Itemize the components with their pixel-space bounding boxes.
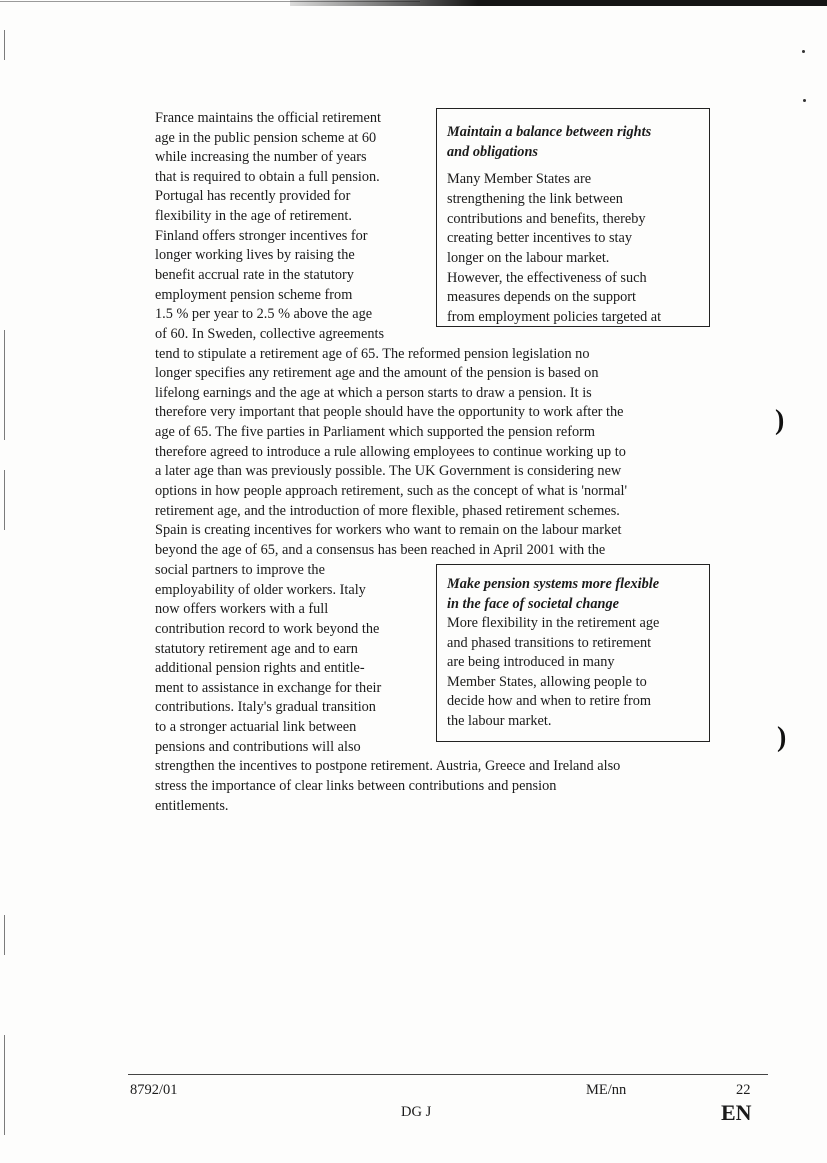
text-line: flexibility in the age of retirement. <box>155 208 352 224</box>
box-text-line: and phased transitions to retirement <box>447 635 652 651</box>
text-line: that is required to obtain a full pension. <box>155 169 380 185</box>
scan-top-edge <box>0 0 827 7</box>
text-line: ment to assistance in exchange for their <box>155 680 382 696</box>
text-line: while increasing the number of years <box>155 149 367 165</box>
footer-department: DG J <box>401 1104 432 1120</box>
text-line: contribution record to work beyond the <box>155 621 380 637</box>
box-text-line: More flexibility in the retirement age <box>447 615 660 631</box>
text-line: stress the importance of clear links between contributions and pension <box>155 778 557 794</box>
box-text-line: the labour market. <box>447 713 552 729</box>
footer-rule <box>128 1074 768 1075</box>
box-text-line: However, the effectiveness of such <box>447 270 647 286</box>
box-text-line: longer on the labour market. <box>447 250 610 266</box>
text-line: options in how people approach retirement, such as the concept of what is 'normal' <box>155 483 628 499</box>
box-text-line: contributions and benefits, thereby <box>447 211 646 227</box>
text-line: entitlements. <box>155 798 229 814</box>
scan-speck <box>802 50 805 53</box>
scan-left-edge <box>4 30 5 60</box>
highlight-box-flexible-pension-systems <box>436 564 710 742</box>
text-line: Finland offers stronger incentives for <box>155 228 368 244</box>
footer-document-number: 8792/01 <box>130 1082 178 1098</box>
text-line: benefit accrual rate in the statutory <box>155 267 354 283</box>
scan-left-edge <box>4 470 5 530</box>
text-line: additional pension rights and entitle- <box>155 660 365 676</box>
text-line: of 60. In Sweden, collective agreements <box>155 326 385 342</box>
box-text-line: strengthening the link between <box>447 191 623 207</box>
text-line: to a stronger actuarial link between <box>155 719 357 735</box>
box-title: Maintain a balance between rights <box>447 124 652 140</box>
text-line: employability of older workers. Italy <box>155 582 366 598</box>
box-text-line: Member States, allowing people to <box>447 674 647 690</box>
text-line: beyond the age of 65, and a consensus has been reached in April 2001 with the <box>155 542 606 558</box>
text-line: Portugal has recently provided for <box>155 188 351 204</box>
punch-hole-mark-icon: ) <box>777 722 787 753</box>
text-line: age of 65. The five parties in Parliament which supported the pension reform <box>155 424 596 440</box>
highlight-box-balance-rights-obligations <box>436 108 710 327</box>
text-line: therefore very important that people should have the opportunity to work after the <box>155 404 624 420</box>
text-line: pensions and contributions will also <box>155 739 361 755</box>
box-title: and obligations <box>447 144 538 160</box>
box-text-line: measures depends on the support <box>447 289 636 305</box>
text-line: social partners to improve the <box>155 562 325 578</box>
scan-left-edge <box>4 330 5 440</box>
text-line: age in the public pension scheme at 60 <box>155 130 377 146</box>
scan-left-edge <box>4 1035 5 1135</box>
scan-speck <box>803 99 806 102</box>
footer-language-code: EN <box>721 1100 752 1125</box>
text-line: tend to stipulate a retirement age of 65. The reformed pension legislation no <box>155 346 590 362</box>
text-line: 1.5 % per year to 2.5 % above the age <box>155 306 373 322</box>
text-line: strengthen the incentives to postpone retirement. Austria, Greece and Ireland also <box>155 758 621 774</box>
box-title: in the face of societal change <box>447 596 619 612</box>
box-title: Make pension systems more flexible <box>447 576 660 592</box>
text-line: longer working lives by raising the <box>155 247 355 263</box>
box-text-line: are being introduced in many <box>447 654 615 670</box>
scan-left-edge <box>4 915 5 955</box>
text-line: longer specifies any retirement age and the amount of the pension is based on <box>155 365 599 381</box>
punch-hole-mark-icon: ) <box>775 405 785 436</box>
text-line: contributions. Italy's gradual transition <box>155 699 376 715</box>
text-line: statutory retirement age and to earn <box>155 641 358 657</box>
box-text-line: decide how and when to retire from <box>447 693 652 709</box>
text-line: a later age than was previously possible. The UK Government is considering new <box>155 463 622 479</box>
box-text-line: Many Member States are <box>447 171 592 187</box>
text-line: Spain is creating incentives for workers who want to remain on the labour market <box>155 522 622 538</box>
footer-page-number: 22 <box>736 1082 751 1098</box>
box-text-line: creating better incentives to stay <box>447 230 632 246</box>
text-line: therefore agreed to introduce a rule allowing employees to continue working up to <box>155 444 626 460</box>
text-line: employment pension scheme from <box>155 287 353 303</box>
text-line: lifelong earnings and the age at which a person starts to draw a pension. It is <box>155 385 592 401</box>
text-line: now offers workers with a full <box>155 601 329 617</box>
text-line: retirement age, and the introduction of more flexible, phased retirement schemes. <box>155 503 620 519</box>
text-line: France maintains the official retirement <box>155 110 382 126</box>
box-text-line: from employment policies targeted at <box>447 309 662 325</box>
footer-initials: ME/nn <box>586 1082 627 1098</box>
